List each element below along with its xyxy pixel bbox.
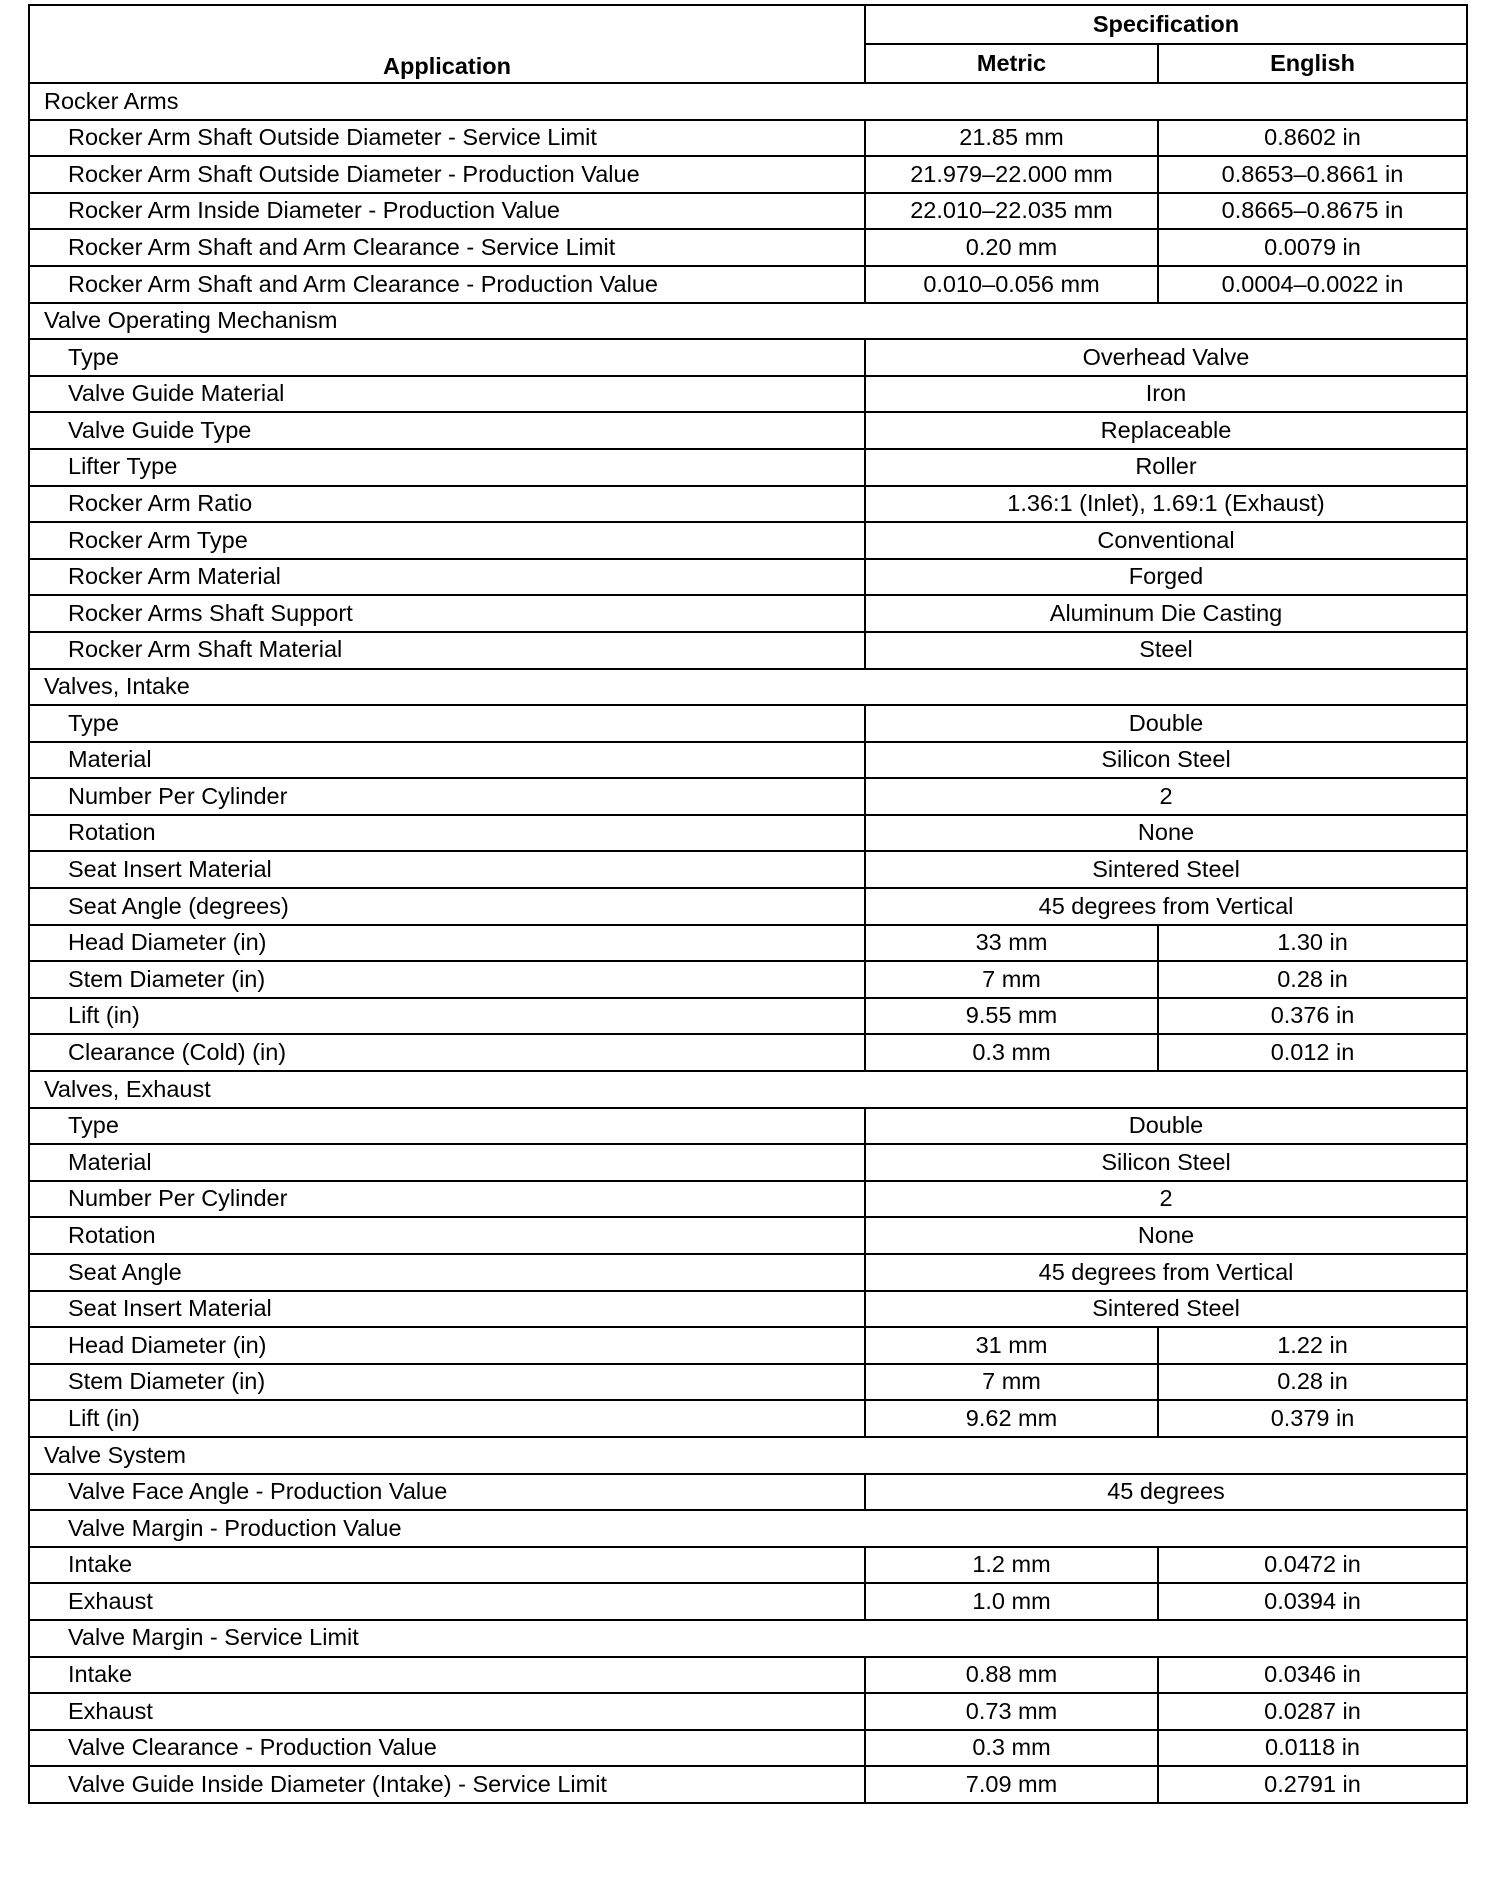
- application-cell: Intake: [29, 1657, 865, 1694]
- specification-cell: 2: [865, 1181, 1467, 1218]
- english-cell: 0.8602 in: [1158, 120, 1467, 157]
- table-row: [29, 229, 1467, 266]
- application-cell: Rocker Arm Type: [29, 522, 865, 559]
- table-row: [29, 1364, 1467, 1401]
- english-cell: 0.0472 in: [1158, 1547, 1467, 1584]
- table-row: [29, 1547, 1467, 1584]
- english-cell: 0.28 in: [1158, 1364, 1467, 1401]
- application-cell: Rocker Arm Inside Diameter - Production Value: [29, 193, 865, 230]
- application-cell: Head Diameter (in): [29, 1327, 865, 1364]
- english-cell: 0.379 in: [1158, 1400, 1467, 1437]
- application-cell: Valve Face Angle - Production Value: [29, 1474, 865, 1511]
- application-cell: Rocker Arm Shaft Outside Diameter - Service Limit: [29, 120, 865, 157]
- specification-cell: None: [865, 1217, 1467, 1254]
- table-row: [29, 412, 1467, 449]
- metric-cell: 0.88 mm: [865, 1657, 1158, 1694]
- table-row: [29, 595, 1467, 632]
- metric-cell: 0.20 mm: [865, 229, 1158, 266]
- application-cell: Intake: [29, 1547, 865, 1584]
- table-row: [29, 1400, 1467, 1437]
- english-cell: 0.0118 in: [1158, 1730, 1467, 1767]
- table-row: [29, 1181, 1467, 1218]
- application-cell: Clearance (Cold) (in): [29, 1034, 865, 1071]
- specification-cell: None: [865, 815, 1467, 852]
- table-row: [29, 1583, 1467, 1620]
- application-cell: Valve Guide Type: [29, 412, 865, 449]
- table-row: [29, 120, 1467, 157]
- specification-cell: Steel: [865, 632, 1467, 669]
- table-row: [29, 705, 1467, 742]
- specification-cell: Roller: [865, 449, 1467, 486]
- header-row-top: [29, 5, 1467, 44]
- application-cell: Number Per Cylinder: [29, 1181, 865, 1218]
- specification-cell: Double: [865, 1108, 1467, 1145]
- metric-cell: 22.010–22.035 mm: [865, 193, 1158, 230]
- specification-cell: 45 degrees from Vertical: [865, 888, 1467, 925]
- table-row: [29, 851, 1467, 888]
- metric-cell: 21.979–22.000 mm: [865, 156, 1158, 193]
- section-title: Valves, Intake: [29, 669, 1467, 706]
- application-cell: Valve Clearance - Production Value: [29, 1730, 865, 1767]
- section-row: [29, 303, 1467, 340]
- table-row: [29, 632, 1467, 669]
- specification-cell: 2: [865, 778, 1467, 815]
- subsection-row: [29, 1620, 1467, 1657]
- metric-header: Metric: [865, 44, 1158, 83]
- english-cell: 0.012 in: [1158, 1034, 1467, 1071]
- application-cell: Stem Diameter (in): [29, 1364, 865, 1401]
- specification-cell: Sintered Steel: [865, 851, 1467, 888]
- metric-cell: 0.73 mm: [865, 1693, 1158, 1730]
- specification-cell: Replaceable: [865, 412, 1467, 449]
- specification-cell: Silicon Steel: [865, 742, 1467, 779]
- specification-cell: Silicon Steel: [865, 1144, 1467, 1181]
- english-cell: 0.28 in: [1158, 961, 1467, 998]
- metric-cell: 1.2 mm: [865, 1547, 1158, 1584]
- specification-cell: Sintered Steel: [865, 1291, 1467, 1328]
- metric-cell: 0.3 mm: [865, 1730, 1158, 1767]
- specification-cell: Aluminum Die Casting: [865, 595, 1467, 632]
- english-cell: 1.22 in: [1158, 1327, 1467, 1364]
- table-row: [29, 888, 1467, 925]
- english-cell: 0.8665–0.8675 in: [1158, 193, 1467, 230]
- english-cell: 0.0346 in: [1158, 1657, 1467, 1694]
- metric-cell: 7.09 mm: [865, 1766, 1158, 1803]
- application-cell: Seat Insert Material: [29, 851, 865, 888]
- table-row: [29, 815, 1467, 852]
- metric-cell: 9.55 mm: [865, 998, 1158, 1035]
- section-row: [29, 669, 1467, 706]
- specification-table: [28, 4, 1468, 1804]
- section-title: Valve System: [29, 1437, 1467, 1474]
- application-cell: Exhaust: [29, 1583, 865, 1620]
- specification-header: Specification: [865, 5, 1467, 44]
- application-cell: Rotation: [29, 1217, 865, 1254]
- metric-cell: 9.62 mm: [865, 1400, 1158, 1437]
- table-row: [29, 376, 1467, 413]
- application-cell: Seat Insert Material: [29, 1291, 865, 1328]
- table-row: [29, 742, 1467, 779]
- application-cell: Number Per Cylinder: [29, 778, 865, 815]
- application-cell: Exhaust: [29, 1693, 865, 1730]
- section-title: Rocker Arms: [29, 83, 1467, 120]
- subsection-row: [29, 1510, 1467, 1547]
- application-cell: Rocker Arm Shaft and Arm Clearance - Service Limit: [29, 229, 865, 266]
- metric-cell: 21.85 mm: [865, 120, 1158, 157]
- application-cell: Seat Angle: [29, 1254, 865, 1291]
- application-cell: Lift (in): [29, 1400, 865, 1437]
- subsection-title: Valve Margin - Production Value: [29, 1510, 1467, 1547]
- application-cell: Type: [29, 339, 865, 376]
- english-cell: 0.0004–0.0022 in: [1158, 266, 1467, 303]
- metric-cell: 0.3 mm: [865, 1034, 1158, 1071]
- metric-cell: 0.010–0.056 mm: [865, 266, 1158, 303]
- section-row: [29, 1071, 1467, 1108]
- table-row: [29, 1108, 1467, 1145]
- specification-cell: 1.36:1 (Inlet), 1.69:1 (Exhaust): [865, 486, 1467, 523]
- table-row: [29, 193, 1467, 230]
- application-cell: Material: [29, 1144, 865, 1181]
- application-cell: Material: [29, 742, 865, 779]
- application-cell: Rotation: [29, 815, 865, 852]
- subsection-title: Valve Margin - Service Limit: [29, 1620, 1467, 1657]
- table-row: [29, 1144, 1467, 1181]
- application-cell: Lifter Type: [29, 449, 865, 486]
- application-cell: Type: [29, 1108, 865, 1145]
- specification-cell: Conventional: [865, 522, 1467, 559]
- table-row: [29, 1474, 1467, 1511]
- specification-cell: Iron: [865, 376, 1467, 413]
- specification-cell: 45 degrees from Vertical: [865, 1254, 1467, 1291]
- application-cell: Valve Guide Material: [29, 376, 865, 413]
- application-header: Application: [29, 5, 865, 83]
- metric-cell: 31 mm: [865, 1327, 1158, 1364]
- section-row: [29, 1437, 1467, 1474]
- metric-cell: 33 mm: [865, 925, 1158, 962]
- application-cell: Rocker Arm Ratio: [29, 486, 865, 523]
- english-cell: 1.30 in: [1158, 925, 1467, 962]
- table-row: [29, 1730, 1467, 1767]
- application-cell: Type: [29, 705, 865, 742]
- application-cell: Lift (in): [29, 998, 865, 1035]
- application-cell: Head Diameter (in): [29, 925, 865, 962]
- table-row: [29, 1291, 1467, 1328]
- english-cell: 0.376 in: [1158, 998, 1467, 1035]
- application-cell: Rocker Arm Shaft and Arm Clearance - Production Value: [29, 266, 865, 303]
- english-header: English: [1158, 44, 1467, 83]
- english-cell: 0.0287 in: [1158, 1693, 1467, 1730]
- english-cell: 0.8653–0.8661 in: [1158, 156, 1467, 193]
- table-row: [29, 1217, 1467, 1254]
- table-row: [29, 156, 1467, 193]
- table-row: [29, 961, 1467, 998]
- table-row: [29, 522, 1467, 559]
- table-row: [29, 559, 1467, 596]
- table-row: [29, 1693, 1467, 1730]
- application-cell: Rocker Arm Material: [29, 559, 865, 596]
- application-cell: Rocker Arm Shaft Material: [29, 632, 865, 669]
- table-row: [29, 925, 1467, 962]
- table-body: [29, 83, 1467, 1803]
- english-cell: 0.2791 in: [1158, 1766, 1467, 1803]
- section-row: [29, 83, 1467, 120]
- specification-cell: Double: [865, 705, 1467, 742]
- specification-cell: Forged: [865, 559, 1467, 596]
- table-row: [29, 1766, 1467, 1803]
- table-row: [29, 1327, 1467, 1364]
- application-cell: Valve Guide Inside Diameter (Intake) - Service Limit: [29, 1766, 865, 1803]
- application-cell: Seat Angle (degrees): [29, 888, 865, 925]
- specification-cell: Overhead Valve: [865, 339, 1467, 376]
- table-row: [29, 266, 1467, 303]
- metric-cell: 7 mm: [865, 1364, 1158, 1401]
- application-cell: Rocker Arm Shaft Outside Diameter - Production Value: [29, 156, 865, 193]
- table-row: [29, 449, 1467, 486]
- section-title: Valves, Exhaust: [29, 1071, 1467, 1108]
- metric-cell: 1.0 mm: [865, 1583, 1158, 1620]
- table-row: [29, 1657, 1467, 1694]
- english-cell: 0.0079 in: [1158, 229, 1467, 266]
- table-row: [29, 778, 1467, 815]
- table-row: [29, 339, 1467, 376]
- specification-cell: 45 degrees: [865, 1474, 1467, 1511]
- english-cell: 0.0394 in: [1158, 1583, 1467, 1620]
- table-row: [29, 486, 1467, 523]
- metric-cell: 7 mm: [865, 961, 1158, 998]
- table-row: [29, 1254, 1467, 1291]
- table-row: [29, 1034, 1467, 1071]
- table-row: [29, 998, 1467, 1035]
- application-cell: Rocker Arms Shaft Support: [29, 595, 865, 632]
- application-cell: Stem Diameter (in): [29, 961, 865, 998]
- section-title: Valve Operating Mechanism: [29, 303, 1467, 340]
